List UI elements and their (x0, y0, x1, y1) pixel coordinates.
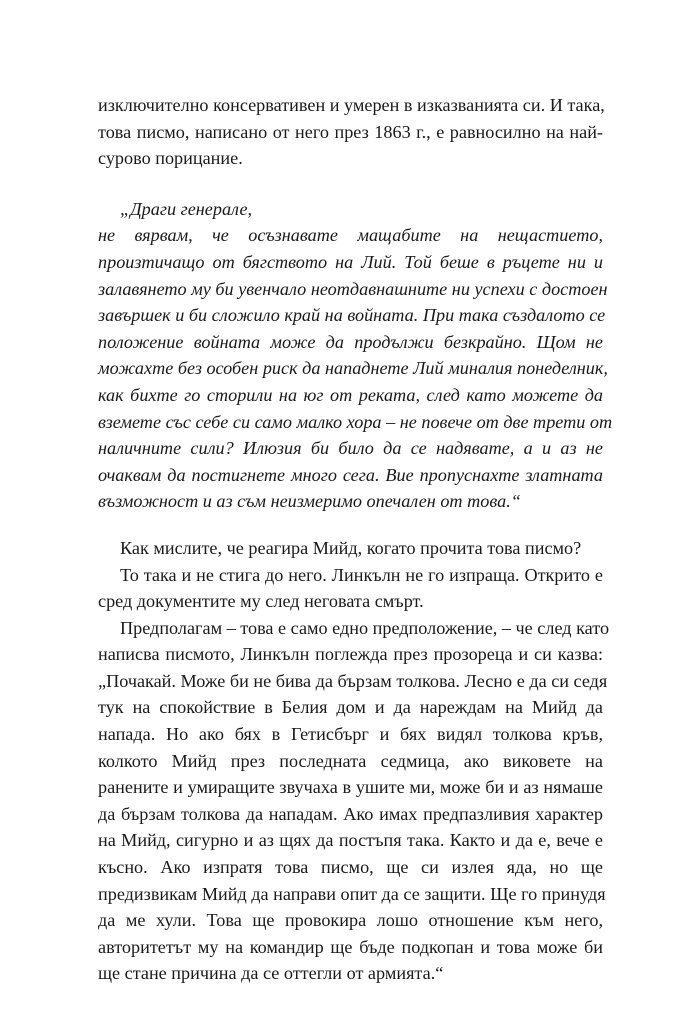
text-line: написва писмото, Линкълн поглежда през прозореца и си казва: (98, 644, 603, 665)
text-line: То така и не стига до него. Линкълн не го изпраща. Открито е (120, 564, 603, 585)
text-line: Предполагам – това е само едно предположение, – че след като (120, 617, 610, 638)
text-line: залавянето му би увенчало неотдавнашните ни успехи с достоен (98, 278, 608, 299)
text-line: ще стане причина да се оттегли от армията.“ (98, 963, 444, 984)
text-line: Как мислите, че реагира Мийд, когато прочита това писмо? (120, 537, 582, 558)
text-line: това писмо, написано от него през 1863 г., е равносилно на най- (98, 121, 603, 142)
paragraph-question (98, 535, 603, 562)
text-line: тук на спокойствие в Белия дом и да нареждам на Мийд да (98, 697, 603, 718)
paragraph-intro (98, 92, 603, 172)
text-line: предизвикам Мийд да направи опит да се защити. Ще го принудя (98, 883, 606, 904)
text-line: как бихте го сторили на юг от реката, след като можете да (98, 384, 603, 405)
text-line: да бързам толкова да нападам. Ако имах предпазливия характер (98, 803, 603, 824)
paragraph-speculation (98, 615, 610, 987)
text-line: на Мийд, сигурно и аз щях да постъпя така. Както и да е, вече е (98, 830, 603, 851)
paragraph-not-sent (98, 562, 603, 615)
text-line: колкото Мийд през последната седмица, ако виковете на (98, 750, 603, 771)
text-line: наличните сили? Илюзия би било да се надявате, а и аз не (98, 438, 603, 459)
text-line: авторитетът му на командир ще бъде подкопан и това може би (98, 936, 603, 957)
text-line: можахте без особен риск да нападнете Лий миналия понеделник, (98, 358, 608, 379)
text-line: напада. Но ако бях в Гетисбърг и бях видял толкова кръв, (98, 724, 603, 745)
text-line: изключително консервативен и умерен в изказванията си. И така, (98, 95, 605, 115)
text-line: завършек и би сложило край на войната. При така създалото се (98, 305, 606, 326)
text-line: да ме хули. Това ще провокира лошо отношение към него, (98, 910, 603, 931)
page-text (98, 92, 613, 987)
letter-quote (98, 196, 613, 515)
text-line: очаквам да постигнете много сега. Вие пропуснахте златната (98, 464, 603, 485)
text-line: късно. Ако изпратя това писмо, ще си излея яда, но ще (98, 857, 603, 878)
text-line: възможност и аз съм неизмеримо опечален от това.“ (98, 491, 521, 512)
quote-greeting: „Драги генерале, (120, 198, 253, 219)
text-line: сурово порицание. (98, 148, 243, 169)
text-line: вземете със себе си само малко хора – не повече от две трети от (98, 411, 613, 432)
text-line: не вярвам, че осъзнавате мащабите на нещастието, (98, 225, 603, 246)
text-line: „Почакай. Може би не бива да бързам толкова. Лесно е да си седя (98, 670, 608, 691)
text-line: сред документите му след неговата смърт. (98, 591, 424, 612)
text-line: ранените и умиращите звучаха в ушите ми, може би и аз нямаше (98, 777, 603, 798)
text-line: положение войната може да продължи безкрайно. Щом не (98, 331, 603, 352)
text-line: произтичащо от бягството на Лий. Той беше в ръцете ни и (98, 251, 603, 272)
